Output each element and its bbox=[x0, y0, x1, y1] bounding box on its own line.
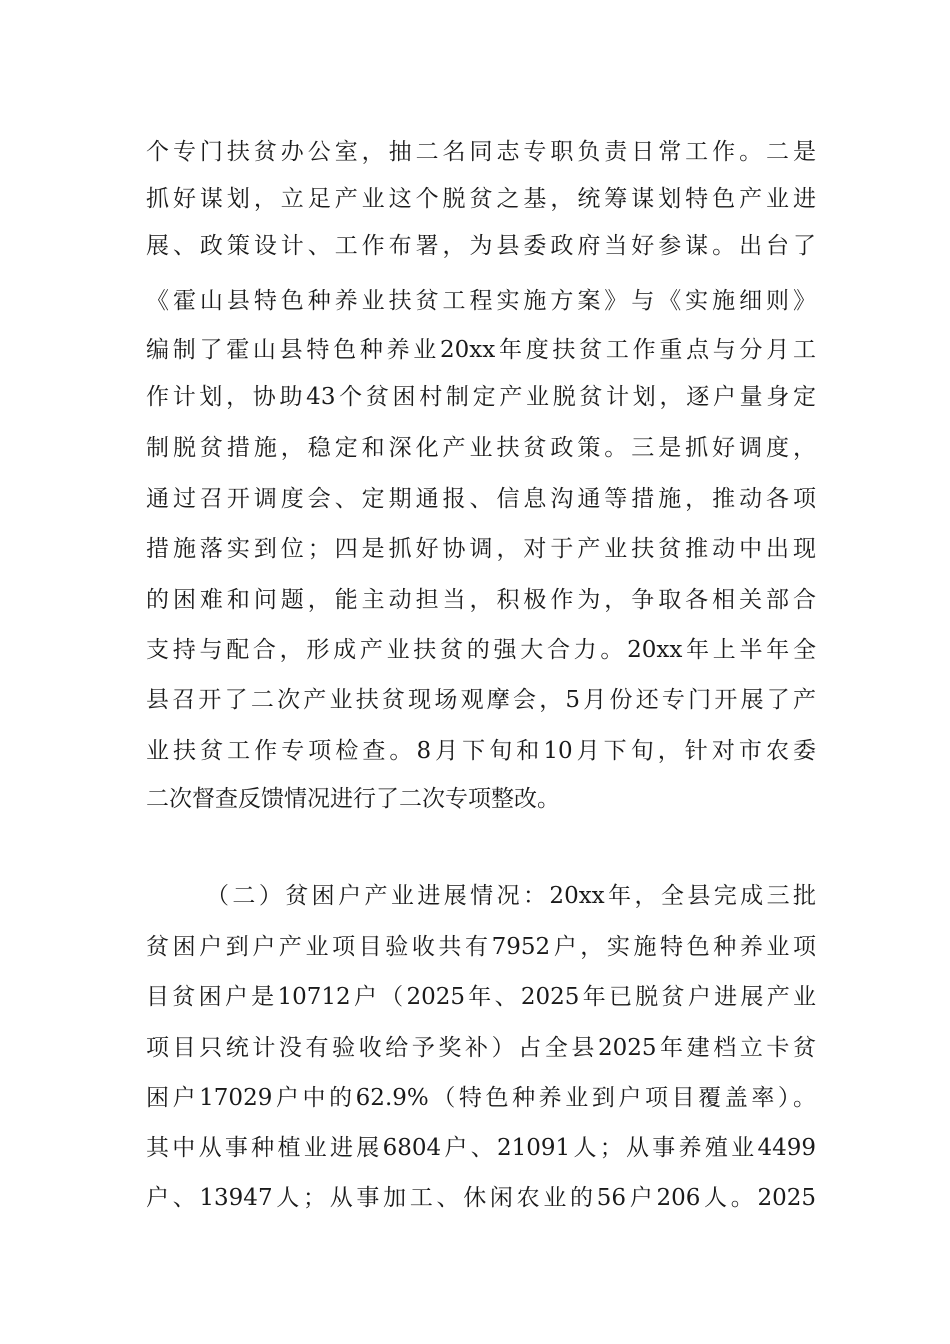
text-line: （二）贫困户产业进展情况：20xx年，全县完成三批 bbox=[206, 883, 816, 909]
text-line: 其中从事种植业进展6804户、21091人；从事养殖业4499 bbox=[146, 1135, 816, 1161]
text-line: 二次督查反馈情况进行了二次专项整改。 bbox=[146, 786, 560, 812]
text-line: 业扶贫工作专项检查。8月下旬和10月下旬，针对市农委 bbox=[146, 738, 816, 764]
text-line: 制脱贫措施，稳定和深化产业扶贫政策。三是抓好调度， bbox=[146, 435, 816, 461]
text-line: 通过召开调度会、定期通报、信息沟通等措施，推动各项 bbox=[146, 486, 816, 512]
text-line: 个专门扶贫办公室，抽二名同志专职负责日常工作。二是 bbox=[146, 139, 816, 165]
text-line: 目贫困户是10712户（2025年、2025年已脱贫户进展产业 bbox=[146, 984, 816, 1010]
text-line: 的困难和问题，能主动担当，积极作为，争取各相关部合 bbox=[146, 587, 816, 613]
text-line: 支持与配合，形成产业扶贫的强大合力。20xx年上半年全 bbox=[146, 637, 816, 663]
text-line: 困户17029户中的62.9%（特色种养业到户项目覆盖率）。 bbox=[146, 1085, 816, 1111]
text-line: 县召开了二次产业扶贫现场观摩会，5月份还专门开展了产 bbox=[146, 687, 816, 713]
text-line: 展、政策设计、工作布署，为县委政府当好参谋。出台了 bbox=[146, 233, 816, 259]
text-line: 作计划，协助43个贫困村制定产业脱贫计划，逐户量身定 bbox=[146, 384, 816, 410]
text-line: 措施落实到位；四是抓好协调，对于产业扶贫推动中出现 bbox=[146, 536, 816, 562]
text-line: 贫困户到户产业项目验收共有7952户，实施特色种养业项 bbox=[146, 934, 816, 960]
text-line: 项目只统计没有验收给予奖补）占全县2025年建档立卡贫 bbox=[146, 1035, 816, 1061]
text-line: 抓好谋划，立足产业这个脱贫之基，统筹谋划特色产业进 bbox=[146, 186, 816, 212]
text-line: 《霍山县特色种养业扶贫工程实施方案》与《实施细则》 bbox=[146, 288, 816, 314]
text-line: 编制了霍山县特色种养业20xx年度扶贫工作重点与分月工 bbox=[146, 337, 816, 363]
text-line: 户、13947人；从事加工、休闲农业的56户206人。2025 bbox=[146, 1185, 816, 1211]
